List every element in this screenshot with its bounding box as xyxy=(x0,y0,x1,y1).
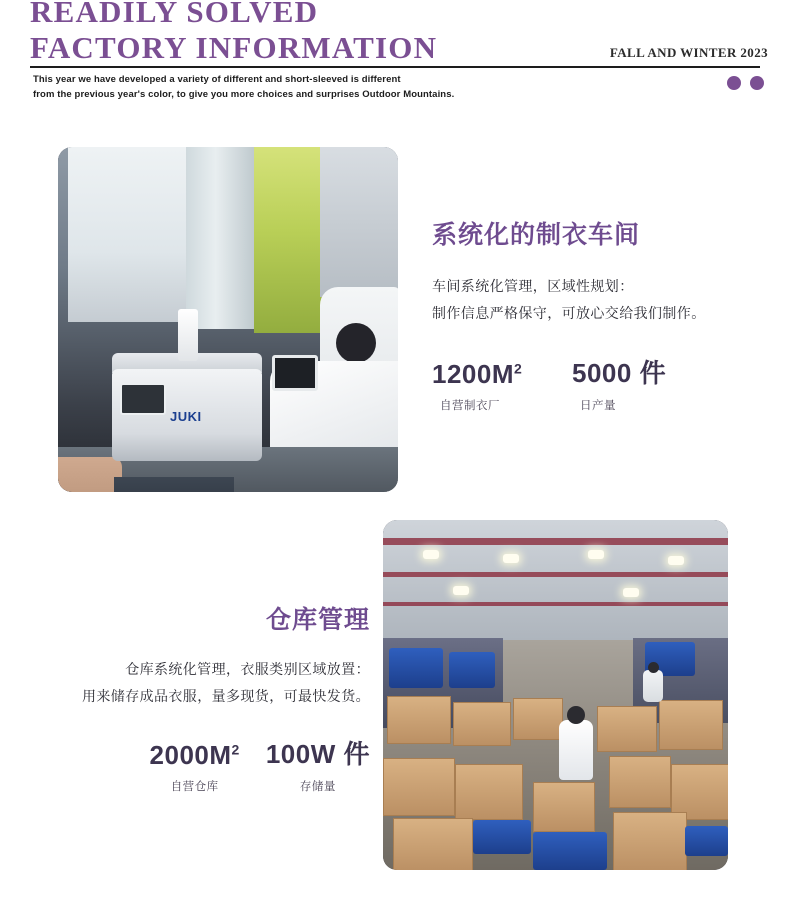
dot-icon xyxy=(727,76,741,90)
warehouse-text-block xyxy=(10,600,370,794)
warehouse-stat-capacity-label: 存储量 xyxy=(299,781,336,793)
warehouse-stat-area-number: 2000M xyxy=(149,740,232,770)
cardboard-box xyxy=(533,782,595,832)
cardboard-box xyxy=(597,706,657,752)
sewing-workshop-photo xyxy=(58,147,398,492)
worker-foreground-head xyxy=(567,706,585,724)
cardboard-box xyxy=(387,696,451,744)
warehouse-stats xyxy=(10,734,370,794)
curtain-area xyxy=(186,147,260,329)
season-label: FALL AND WINTER 2023 xyxy=(609,45,768,60)
machine-brand-label: JUKI xyxy=(170,409,202,424)
ceiling-light xyxy=(453,586,469,595)
warehouse-title: 仓库管理 xyxy=(265,606,370,634)
ceiling-beam xyxy=(383,602,728,606)
thread-spool xyxy=(178,309,198,361)
cardboard-box xyxy=(455,764,523,820)
cardboard-box xyxy=(383,758,455,816)
workshop-desc-line-2: 制作信息严格保守，可放心交给我们制作。 xyxy=(432,305,706,321)
warehouse-stat-capacity-number: 100W 件 xyxy=(265,739,370,769)
blue-goods-stack xyxy=(533,832,607,870)
workshop-stat-output xyxy=(572,353,666,413)
worker-distant-body xyxy=(643,670,663,702)
warehouse-desc-line-2: 用来储存成品衣服，量多现货，可最快发货。 xyxy=(82,688,370,704)
ceiling-light xyxy=(623,588,639,597)
workshop-stat-output-label: 日产量 xyxy=(580,400,616,412)
intro-line-1: This year we have developed a variety of different and short-sleeved is different xyxy=(33,74,401,85)
page-title-line1: READILY SOLVED xyxy=(30,0,319,29)
ceiling-light xyxy=(588,550,604,559)
workshop-stat-area-value xyxy=(432,359,572,390)
warehouse-stat-area xyxy=(150,740,240,794)
wall-area xyxy=(320,147,398,297)
cardboard-box xyxy=(453,702,511,746)
header-divider xyxy=(30,66,760,68)
page-title-line2: FACTORY INFORMATION xyxy=(30,30,438,65)
intro-text xyxy=(33,72,563,102)
workshop-text-block xyxy=(432,215,777,413)
decorative-dots xyxy=(727,76,764,90)
cardboard-box xyxy=(609,756,671,808)
blue-goods-stack xyxy=(449,652,495,688)
workshop-stat-area xyxy=(432,359,572,413)
page-title xyxy=(30,0,437,63)
window-area xyxy=(68,147,188,322)
worker-distant-head xyxy=(648,662,659,673)
cardboard-box xyxy=(393,818,473,870)
warehouse-stat-area-sup: 2 xyxy=(231,741,240,758)
fabric-roll xyxy=(58,457,122,492)
warehouse-stat-area-label: 自营仓库 xyxy=(170,781,219,793)
warehouse-stat-capacity-value xyxy=(266,734,370,771)
machine-display-secondary xyxy=(272,355,318,391)
intro-line-2: from the previous year's color, to give you more choices and surprises Outdoor Mountains. xyxy=(33,89,455,100)
warehouse-photo xyxy=(383,520,728,870)
workshop-title: 系统化的制衣车间 xyxy=(432,221,641,249)
workshop-desc-line-1: 车间系统化管理，区域性规划： xyxy=(432,278,634,294)
warehouse-desc-line-1: 仓库系统化管理，衣服类别区域放置： xyxy=(125,661,370,677)
page-header xyxy=(0,0,790,112)
workshop-stat-area-label: 自营制衣厂 xyxy=(440,400,500,412)
ceiling-light xyxy=(423,550,439,559)
blue-goods-stack xyxy=(685,826,728,856)
ceiling-light xyxy=(503,554,519,563)
cardboard-box xyxy=(613,812,687,870)
ceiling-light xyxy=(668,556,684,565)
warehouse-stat-capacity xyxy=(266,734,370,794)
machine-shadow xyxy=(114,477,234,492)
workshop-stat-output-value xyxy=(572,353,666,390)
warehouse-stat-area-value xyxy=(150,740,240,771)
workshop-stat-output-number: 5000 件 xyxy=(572,358,667,388)
workshop-stat-area-sup: 2 xyxy=(514,360,523,377)
ceiling-beam xyxy=(383,538,728,545)
worker-foreground-body xyxy=(559,720,593,780)
dot-icon xyxy=(750,76,764,90)
machine-display xyxy=(120,383,166,415)
workshop-stats xyxy=(432,353,777,413)
ceiling-beam xyxy=(383,572,728,577)
workshop-stat-area-number: 1200M xyxy=(432,359,514,389)
cardboard-box xyxy=(659,700,723,750)
cardboard-box xyxy=(513,698,563,740)
blue-goods-stack xyxy=(473,820,531,854)
green-curtain-area xyxy=(254,147,322,333)
worker-head xyxy=(336,323,376,363)
blue-goods-stack xyxy=(389,648,443,688)
